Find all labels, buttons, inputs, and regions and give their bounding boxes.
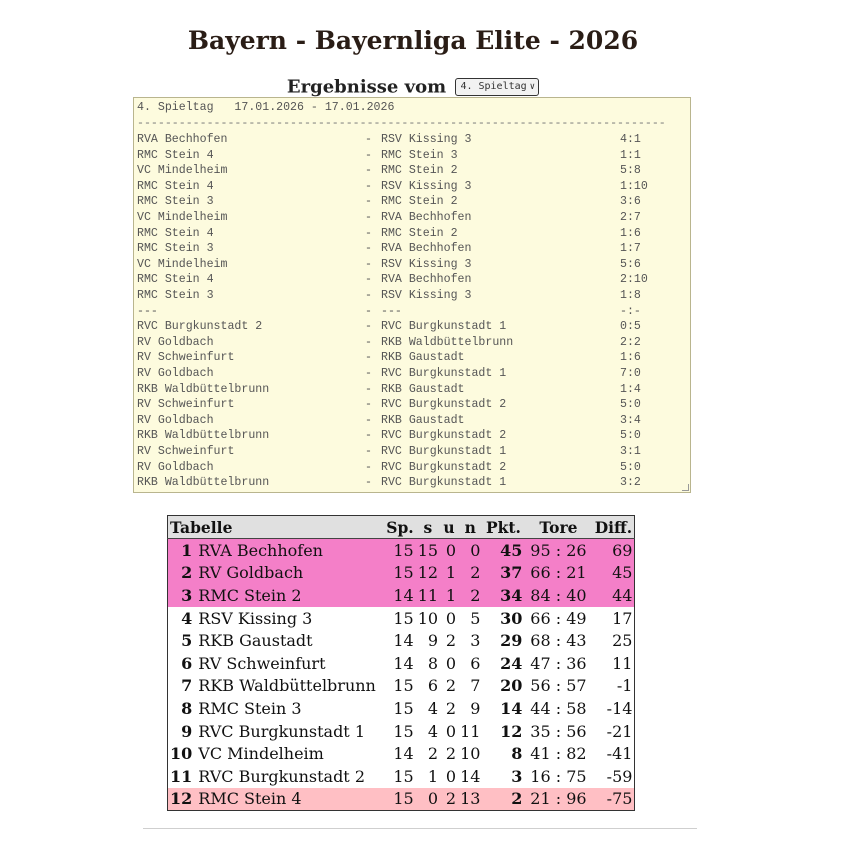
cell-rank: 9 [181,721,193,741]
match-score: 2:7 [620,211,641,224]
match-score: 1:7 [620,242,641,256]
cell-u: 1 [440,562,458,585]
match-home: RMC Stein 4 [137,148,214,162]
match-score: 1:8 [620,289,641,302]
cell-n: 3 [470,631,481,651]
match-dash: - [365,304,372,318]
cell-pkt: 14 [500,698,523,718]
cell-u: 2 [445,744,457,764]
cell-sp: 14 [393,653,414,673]
cell-tore: 41 : 82 [530,744,587,764]
cell-team: RMC Stein 2 [194,584,384,607]
cell-sp: 15 [393,676,414,696]
cell-rank: 6 [181,653,193,673]
match-score: 5:0 [620,460,641,474]
table-row [168,607,635,630]
standings-table [167,515,635,811]
cell-diff: 17 [612,608,633,628]
cell-u: 2 [445,676,457,696]
cell-diff: 69 [592,539,635,562]
match-home: RV Schweinfurt [137,351,235,365]
match-score: 0:5 [620,320,641,334]
cell-s: 4 [427,721,439,741]
cell-s: 9 [427,631,439,651]
match-home: RVC Burgkunstadt 2 [137,320,263,334]
match-home: VC Mindelheim [137,211,228,224]
match-score: 7:0 [620,367,641,380]
match-score: 5:8 [620,164,641,178]
matchday-header: 4. Spieltag 17.01.2026 - 17.01.2026 [137,101,395,114]
cell-sp: 15 [384,539,415,562]
match-score: 3:2 [620,476,641,490]
cell-rank: 1 [168,539,195,562]
cell-pkt: 8 [511,744,523,764]
results-heading [0,76,826,98]
match-dash: - [365,351,372,365]
cell-team: RKB Gaustadt [198,631,313,651]
match-dash: - [365,367,372,380]
cell-sp: 15 [393,608,414,628]
match-score: -:- [620,304,641,318]
match-home: --- [137,304,158,318]
cell-team: RVA Bechhofen [194,539,384,562]
match-away: RVA Bechhofen [381,273,472,287]
cell-team: RMC Stein 3 [198,698,302,718]
match-dash: - [365,320,372,334]
match-home: RMC Stein 4 [137,273,214,287]
match-dash: - [365,476,372,490]
cell-n: 6 [470,653,481,673]
match-home: RMC Stein 3 [137,195,214,209]
match-dash: - [365,460,372,474]
header-sp: Sp. [386,517,414,537]
match-away: RMC Stein 3 [381,148,458,162]
cell-n: 5 [470,608,481,628]
match-score: 1:1 [620,148,641,162]
match-dash: - [365,273,372,287]
cell-diff: 45 [592,562,635,585]
match-dash: - [365,179,372,193]
cell-rank: 11 [170,766,193,786]
cell-n: 2 [458,584,482,607]
match-dash: - [365,133,372,146]
match-home: RKB Waldbüttelbrunn [137,429,270,443]
results-separator-line [137,116,666,131]
cell-tore: 21 : 96 [524,788,592,811]
cell-n: 14 [460,766,481,786]
cell-sp: 14 [384,584,415,607]
cell-s: 0 [416,788,440,811]
match-away: RSV Kissing 3 [381,179,472,193]
cell-pkt: 34 [482,584,524,607]
cell-diff: -1 [616,676,633,696]
match-away: RKB Waldbüttelbrunn [381,335,514,349]
match-dash: - [365,429,372,443]
table-row [168,539,635,562]
separator: ---------------------------------------------------------------------------- [137,117,666,130]
matchday-select-value: 4. Spieltag [460,81,527,92]
resize-handle-icon[interactable] [682,484,689,491]
cell-pkt: 2 [482,788,524,811]
cell-pkt: 45 [482,539,524,562]
header-u: u [440,516,458,539]
cell-s: 12 [417,563,439,583]
cell-sp: 15 [393,721,414,741]
match-score: 5:6 [620,257,641,271]
match-dash: - [365,335,372,349]
cell-team: RMC Stein 4 [194,788,384,811]
match-home: RKB Waldbüttelbrunn [137,476,270,490]
header-tore: Tore [524,516,592,539]
match-score: 3:6 [620,195,641,209]
chevron-down-icon: ∨ [529,82,536,92]
match-score: 2:10 [620,273,648,287]
results-header-line [137,100,395,115]
cell-diff: 44 [592,584,635,607]
cell-sp: 14 [393,631,414,651]
page-title: Bayern - Bayernliga Elite - 2026 [187,26,639,55]
match-away: RSV Kissing 3 [381,257,472,271]
match-home: RV Schweinfurt [137,445,235,458]
cell-u: 2 [445,631,457,651]
table-row [168,765,635,788]
match-dash: - [365,211,372,224]
match-away: RMC Stein 2 [381,226,458,240]
table-row [168,562,635,585]
match-home: RV Goldbach [137,335,214,349]
match-away: RKB Gaustadt [381,413,465,427]
match-home: RV Schweinfurt [137,398,235,412]
cell-sp: 15 [384,788,415,811]
match-home: RVA Bechhofen [137,133,228,146]
match-dash: - [365,164,372,178]
match-home: VC Mindelheim [137,164,228,178]
cell-team: RVC Burgkunstadt 1 [198,721,365,741]
cell-n: 13 [458,788,482,811]
cell-rank: 3 [168,584,195,607]
match-away: RVC Burgkunstadt 2 [381,398,507,412]
results-textarea[interactable] [133,97,691,493]
cell-tore: 35 : 56 [530,721,587,741]
match-home: VC Mindelheim [137,257,228,271]
cell-n: 10 [460,744,481,764]
match-away: RSV Kissing 3 [381,133,472,146]
cell-pkt: 30 [500,608,523,628]
cell-team: RKB Waldbüttelbrunn [198,676,376,696]
cell-n: 2 [458,562,482,585]
cell-n: 0 [458,539,482,562]
match-score: 5:0 [620,398,641,412]
cell-diff: 25 [612,631,633,651]
table-row [168,788,635,811]
cell-diff: -41 [606,744,633,764]
cell-tore: 16 : 75 [530,766,587,786]
cell-pkt: 12 [500,721,523,741]
cell-diff: -21 [606,721,633,741]
table-header-row [168,516,635,539]
cell-sp: 15 [384,562,415,585]
table-row [168,584,635,607]
cell-pkt: 29 [500,631,523,651]
cell-diff: -75 [592,788,635,811]
match-away: RVA Bechhofen [381,242,472,256]
match-away: RVC Burgkunstadt 1 [381,445,507,458]
cell-sp: 15 [393,698,414,718]
match-away: RSV Kissing 3 [381,289,472,302]
cell-tore: 66 : 21 [524,562,592,585]
cell-pkt: 3 [511,766,523,786]
match-dash: - [365,195,372,209]
match-score: 4:1 [620,133,641,146]
match-home: RV Goldbach [137,460,214,474]
cell-tore: 47 : 36 [530,653,587,673]
match-away: RKB Gaustadt [381,351,465,365]
match-home: RMC Stein 4 [137,226,214,240]
cell-team: VC Mindelheim [198,744,324,764]
match-dash: - [365,445,372,458]
match-score: 2:2 [620,335,641,349]
cell-rank: 12 [168,788,195,811]
match-dash: - [365,226,372,240]
cell-team: RVC Burgkunstadt 2 [198,766,365,786]
cell-team: RSV Kissing 3 [198,608,313,628]
cell-tore: 44 : 58 [530,698,587,718]
cell-tore: 66 : 49 [530,608,587,628]
cell-u: 0 [445,766,457,786]
header-n: n [458,516,482,539]
match-away: RVC Burgkunstadt 1 [381,320,507,334]
cell-u: 0 [440,539,458,562]
match-away: --- [381,304,402,318]
footer-divider [143,828,697,829]
cell-rank: 7 [181,676,193,696]
cell-rank: 10 [170,744,193,764]
cell-tore: 56 : 57 [530,676,587,696]
cell-s: 8 [427,653,439,673]
cell-u: 0 [445,608,457,628]
match-away: RVC Burgkunstadt 1 [381,476,507,490]
match-score: 3:1 [620,445,641,458]
cell-s: 1 [427,766,439,786]
cell-s: 11 [417,585,439,605]
cell-rank: 5 [181,631,193,651]
match-score: 1:6 [620,226,641,240]
cell-u: 0 [445,653,457,673]
match-home: RKB Waldbüttelbrunn [137,382,270,396]
match-away: RVA Bechhofen [381,211,472,224]
cell-rank: 2 [168,562,195,585]
match-dash: - [365,242,372,256]
cell-tore: 68 : 43 [530,631,587,651]
match-score: 1:10 [620,179,648,193]
match-away: RMC Stein 2 [381,164,458,178]
match-away: RVC Burgkunstadt 2 [381,460,507,474]
match-home: RMC Stein 4 [137,179,214,193]
cell-u: 2 [440,788,458,811]
match-score: 1:4 [620,382,641,396]
cell-diff: -59 [606,766,633,786]
header-diff: Diff. [592,516,635,539]
cell-tore: 95 : 26 [524,539,592,562]
table-row [168,697,635,720]
table-row [168,629,635,652]
cell-rank: 4 [181,608,193,628]
match-home: RV Goldbach [137,367,214,380]
match-dash: - [365,413,372,427]
match-dash: - [365,289,372,302]
match-dash: - [365,148,372,162]
cell-pkt: 37 [482,562,524,585]
cell-u: 2 [445,698,457,718]
match-dash: - [365,382,372,396]
header-s: s [416,516,440,539]
cell-n: 9 [470,698,481,718]
table-row [168,652,635,675]
cell-sp: 15 [393,766,414,786]
matchday-select[interactable] [455,78,539,96]
match-away: RKB Gaustadt [381,382,465,396]
header-team: Tabelle [168,516,385,539]
match-home: RV Goldbach [137,413,214,427]
match-away: RVC Burgkunstadt 2 [381,429,507,443]
table-row [168,675,635,698]
cell-u: 1 [440,584,458,607]
cell-n: 11 [460,721,481,741]
cell-team: RV Goldbach [194,562,384,585]
match-away: RVC Burgkunstadt 1 [381,367,507,380]
cell-sp: 14 [393,744,414,764]
table-row [168,742,635,765]
table-row [168,720,635,743]
match-dash: - [365,398,372,412]
cell-s: 4 [427,698,439,718]
match-score: 1:6 [620,351,641,365]
header-pkt: Pkt. [482,516,524,539]
cell-pkt: 20 [500,676,523,696]
match-dash: - [365,257,372,271]
cell-diff: 11 [612,653,633,673]
cell-s: 2 [427,744,439,764]
cell-s: 10 [417,608,439,628]
cell-rank: 8 [181,698,193,718]
cell-tore: 84 : 40 [524,584,592,607]
cell-diff: -14 [606,698,633,718]
match-score: 5:0 [620,429,641,443]
cell-n: 7 [470,676,481,696]
results-heading-label: Ergebnisse vom [286,76,447,98]
match-home: RMC Stein 3 [137,289,214,302]
cell-s: 6 [427,676,439,696]
cell-team: RV Schweinfurt [198,653,326,673]
cell-pkt: 24 [500,653,523,673]
cell-u: 0 [445,721,457,741]
match-score: 3:4 [620,413,641,427]
match-away: RMC Stein 2 [381,195,458,209]
match-home: RMC Stein 3 [137,242,214,256]
cell-s: 15 [416,539,440,562]
